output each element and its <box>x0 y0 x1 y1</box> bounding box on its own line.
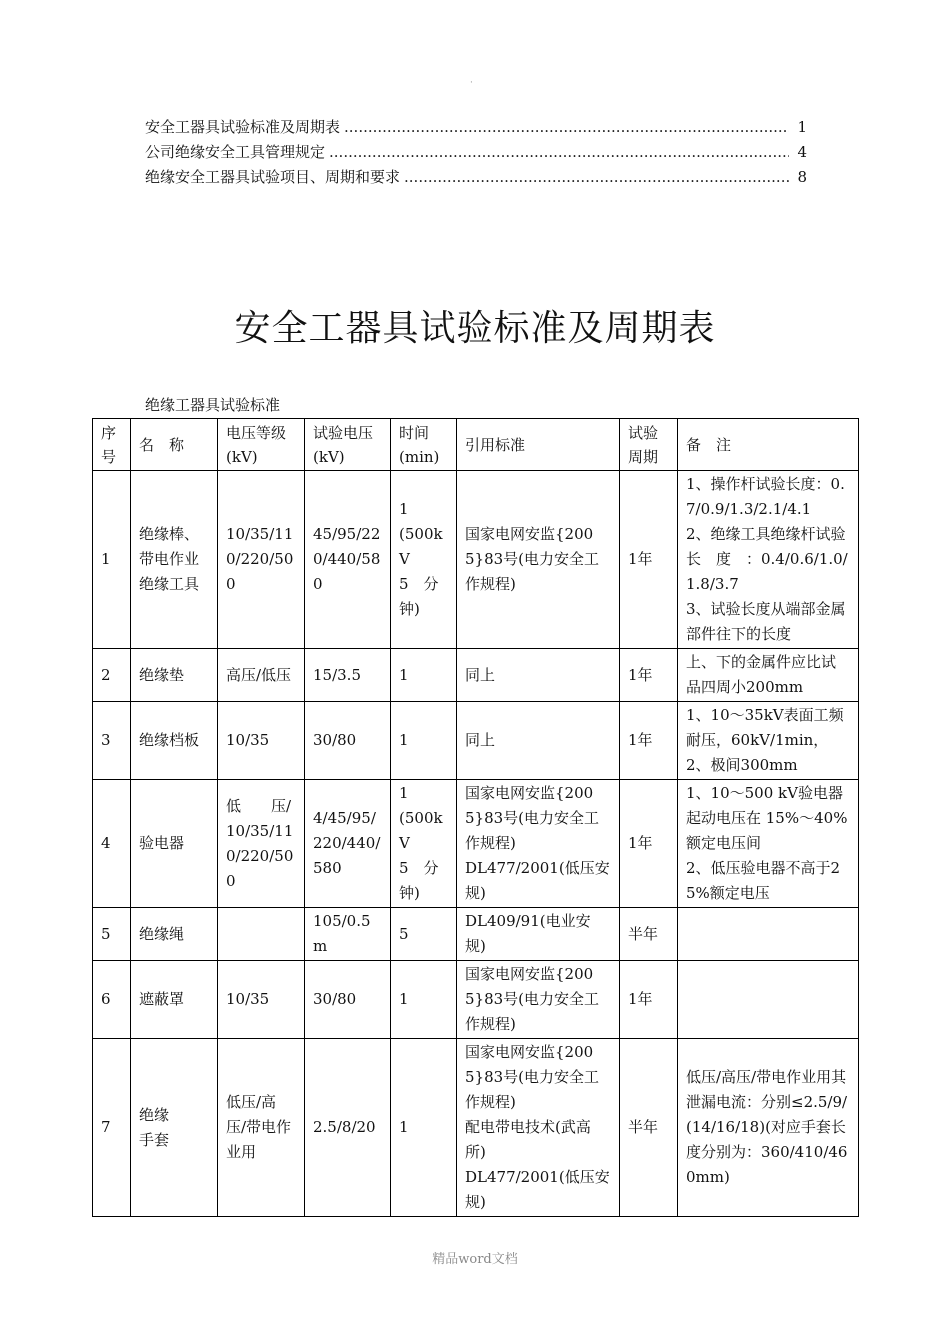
table-row <box>93 702 859 780</box>
toc-entry-title: 公司绝缘安全工具管理规定 <box>145 143 326 161</box>
cell-time: 1 (500kV 5 分钟) <box>391 471 457 649</box>
toc-leader-dots <box>404 168 789 186</box>
cell-test-voltage: 105/0.5m <box>305 908 391 961</box>
cell-name: 遮蔽罩 <box>131 961 218 1039</box>
cell-cycle: 1年 <box>620 471 678 649</box>
toc-leader-dots <box>344 118 789 136</box>
header-time: 时间 (min) <box>391 419 457 471</box>
toc-entry[interactable] <box>145 141 807 166</box>
cell-remarks: 低压/高压/带电作业用其泄漏电流：分别≤2.5/9/(14/16/18)(对应手套长度分别为：360/410/460mm) <box>678 1039 859 1217</box>
cell-cycle: 1年 <box>620 961 678 1039</box>
table-header-row <box>93 419 859 471</box>
page-footer: 精品word文档 <box>432 1252 518 1267</box>
table-row <box>93 649 859 702</box>
cell-no: 3 <box>93 702 131 780</box>
cell-test-voltage: 30/80 <box>305 702 391 780</box>
table-row <box>93 780 859 908</box>
cell-name: 绝缘 手套 <box>131 1039 218 1217</box>
document-title: 安全工器具试验标准及周期表 <box>234 308 716 349</box>
cell-voltage-level: 高压/低压 <box>218 649 305 702</box>
table-row <box>93 1039 859 1217</box>
cell-test-voltage: 30/80 <box>305 961 391 1039</box>
table-row <box>93 961 859 1039</box>
toc-entry-title: 安全工器具试验标准及周期表 <box>145 118 341 136</box>
cell-remarks <box>678 961 859 1039</box>
header-no: 序 号 <box>93 419 131 471</box>
toc-entry-title: 绝缘安全工器具试验项目、周期和要求 <box>145 168 401 186</box>
cell-time: 1 <box>391 1039 457 1217</box>
toc-entry-page: 1 <box>797 118 807 136</box>
table-caption: 绝缘工器具试验标准 <box>145 396 281 414</box>
header-dot-mark: · <box>470 78 473 88</box>
cell-standard: 国家电网安监{2005}83号(电力安全工作规程) <box>457 471 620 649</box>
cell-cycle: 1年 <box>620 702 678 780</box>
toc-leader-dots <box>329 143 789 161</box>
header-voltage-level: 电压等级 (kV) <box>218 419 305 471</box>
cell-time: 1 <box>391 961 457 1039</box>
cell-test-voltage: 2.5/8/20 <box>305 1039 391 1217</box>
header-name: 名 称 <box>131 419 218 471</box>
table-row <box>93 471 859 649</box>
cell-name: 验电器 <box>131 780 218 908</box>
cell-voltage-level: 10/35 <box>218 702 305 780</box>
cell-standard: 同上 <box>457 702 620 780</box>
cell-cycle: 半年 <box>620 1039 678 1217</box>
cell-name: 绝缘棒、带电作业绝缘工具 <box>131 471 218 649</box>
cell-remarks: 1、10～500 kV验电器起动电压在 15%～40%额定电压间 2、低压验电器不高于25%额定电压 <box>678 780 859 908</box>
cell-no: 4 <box>93 780 131 908</box>
test-standard-table <box>92 418 859 1217</box>
cell-name: 绝缘垫 <box>131 649 218 702</box>
cell-voltage-level: 10/35/110/220/500 <box>218 471 305 649</box>
cell-standard: 国家电网安监{2005}83号(电力安全工作规程) 配电带电技术(武高所) DL477/2001(低压安规) <box>457 1039 620 1217</box>
toc-entry-page: 8 <box>797 168 807 186</box>
cell-voltage-level: 10/35 <box>218 961 305 1039</box>
cell-voltage-level: 低压/高压/带电作业用 <box>218 1039 305 1217</box>
cell-standard: DL409/91(电业安规) <box>457 908 620 961</box>
header-remarks: 备 注 <box>678 419 859 471</box>
cell-voltage-level <box>218 908 305 961</box>
cell-name: 绝缘绳 <box>131 908 218 961</box>
table-of-contents <box>145 116 807 191</box>
cell-cycle: 半年 <box>620 908 678 961</box>
header-cycle: 试验 周期 <box>620 419 678 471</box>
cell-time: 5 <box>391 908 457 961</box>
header-standard: 引用标准 <box>457 419 620 471</box>
cell-no: 7 <box>93 1039 131 1217</box>
cell-no: 5 <box>93 908 131 961</box>
cell-time: 1 <box>391 702 457 780</box>
cell-no: 2 <box>93 649 131 702</box>
cell-no: 6 <box>93 961 131 1039</box>
cell-remarks: 1、操作杆试验长度：0.7/0.9/1.3/2.1/4.1 2、绝缘工具绝缘杆试验 长 度 ：0.4/0.6/1.0/1.8/3.7 3、试验长度从端部金属部件往下的长度 <box>678 471 859 649</box>
cell-time: 1 <box>391 649 457 702</box>
cell-test-voltage: 15/3.5 <box>305 649 391 702</box>
cell-remarks: 1、10～35kV表面工频耐压，60kV/1min， 2、极间300mm <box>678 702 859 780</box>
cell-standard: 同上 <box>457 649 620 702</box>
cell-time: 1 (500kV 5 分钟) <box>391 780 457 908</box>
cell-remarks: 上、下的金属件应比试品四周小200mm <box>678 649 859 702</box>
cell-test-voltage: 45/95/220/440/580 <box>305 471 391 649</box>
toc-entry-page: 4 <box>797 143 807 161</box>
cell-test-voltage: 4/45/95/220/440/580 <box>305 780 391 908</box>
cell-standard: 国家电网安监{2005}83号(电力安全工作规程) DL477/2001(低压安规) <box>457 780 620 908</box>
table-row <box>93 908 859 961</box>
cell-voltage-level: 低 压/10/35/110/220/500 <box>218 780 305 908</box>
cell-no: 1 <box>93 471 131 649</box>
cell-cycle: 1年 <box>620 780 678 908</box>
cell-cycle: 1年 <box>620 649 678 702</box>
toc-entry[interactable] <box>145 166 807 191</box>
cell-remarks <box>678 908 859 961</box>
toc-entry[interactable] <box>145 116 807 141</box>
cell-standard: 国家电网安监{2005}83号(电力安全工作规程) <box>457 961 620 1039</box>
header-test-voltage: 试验电压 (kV) <box>305 419 391 471</box>
cell-name: 绝缘档板 <box>131 702 218 780</box>
